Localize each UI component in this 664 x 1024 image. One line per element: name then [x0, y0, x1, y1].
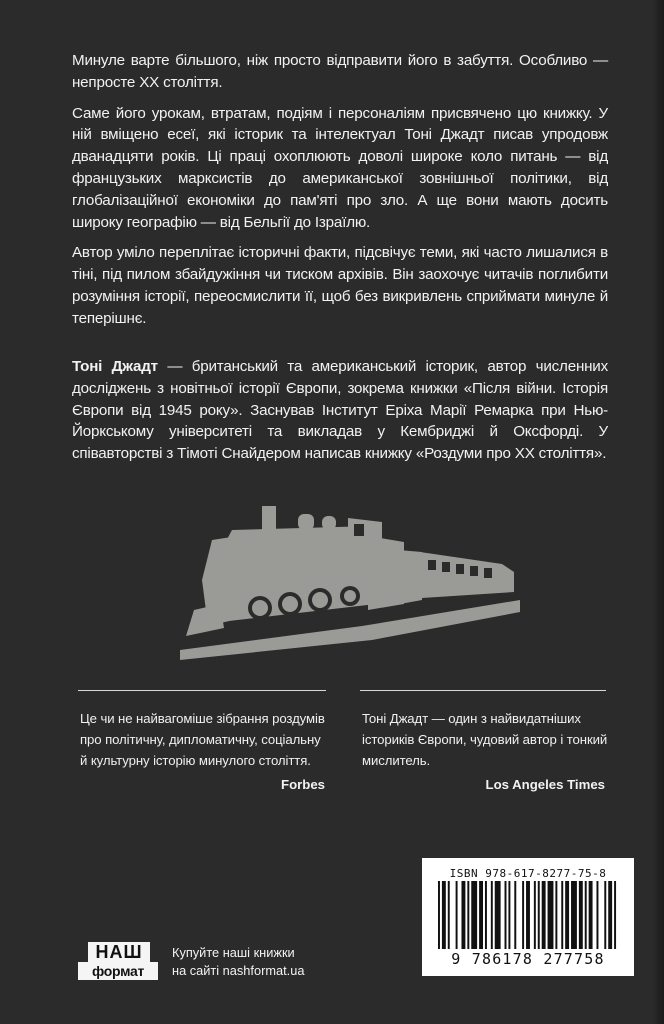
divider-right [360, 690, 606, 691]
publisher-logo-top: НАШ [88, 942, 150, 962]
review-source-forbes: Forbes [281, 777, 325, 792]
blurb [72, 50, 608, 339]
blurb-paragraph-2: Саме його урокам, втратам, подіям і персоналіям присвячено цю книжку. У ній вміщено есеї, які історик та інтелектуал Тоні Джадт писав упродовж дванадцяти років. Ці праці охоплюють доволі широке коло питань — від французьких марксистів до американської зовнішньої політики, від глобалізаційної економіки до пам'яті про зло. А ще вони мають досить широку географію — від Бельгії до Ізраїлю. [72, 104, 608, 231]
blurb-paragraph-3: Автор уміло переплітає історичні факти, підсвічує теми, які часто лишалися в тіні, під пилом збайдужіння чи тиском архівів. Він заохочує читачів поглибити розуміння історії, переосмислити її, щоб без викривлень сприймати минуле й теперішнє. [72, 244, 608, 327]
barcode [438, 881, 618, 949]
isbn-label: ISBN 978-617-8277-75-8 [449, 867, 607, 880]
review-quote-latimes: Тоні Джадт — один з найвидатніших істориків Європи, чудовий автор і тонкий мислитель. [362, 711, 608, 768]
barcode-digits: 9 786178 277758 [451, 950, 605, 968]
review-quote-forbes: Це чи не найвагоміше зібрання роздумів про політичну, дипломатичну, соціальну й культурну історію минулого століття. [80, 711, 325, 768]
divider-left [78, 690, 326, 691]
author-name: Тоні Джадт [72, 358, 158, 375]
shop-info [172, 944, 304, 980]
shop-line-2: на сайті nashformat.ua [172, 963, 305, 978]
publisher-logo [78, 942, 158, 980]
author-bio-text: — британський та американський історик, автор численних досліджень з новітньої історії Європи, зокрема книжки «Після війни. Історія Європи від 1945 року». Заснував Інститут Еріха Марії Ремарка при Нью-Йоркському університеті та викладав у Кембриджі й Оксфорді. У співавторстві з Тімоті Снайдером написав книжку «Роздуми про ХХ століття». [72, 358, 608, 463]
review-source-latimes: Los Angeles Times [485, 777, 605, 792]
isbn-barcode-box [422, 858, 634, 976]
author-bio [72, 356, 608, 465]
shop-line-1: Купуйте наші книжки [172, 945, 295, 960]
train-illustration [172, 500, 520, 660]
blurb-paragraph-1: Минуле варте більшого, ніж просто відправити його в забуття. Особливо — непросте ХХ століття. [72, 52, 608, 91]
spine-edge [652, 0, 664, 1024]
publisher-logo-bottom: формат [78, 962, 158, 980]
